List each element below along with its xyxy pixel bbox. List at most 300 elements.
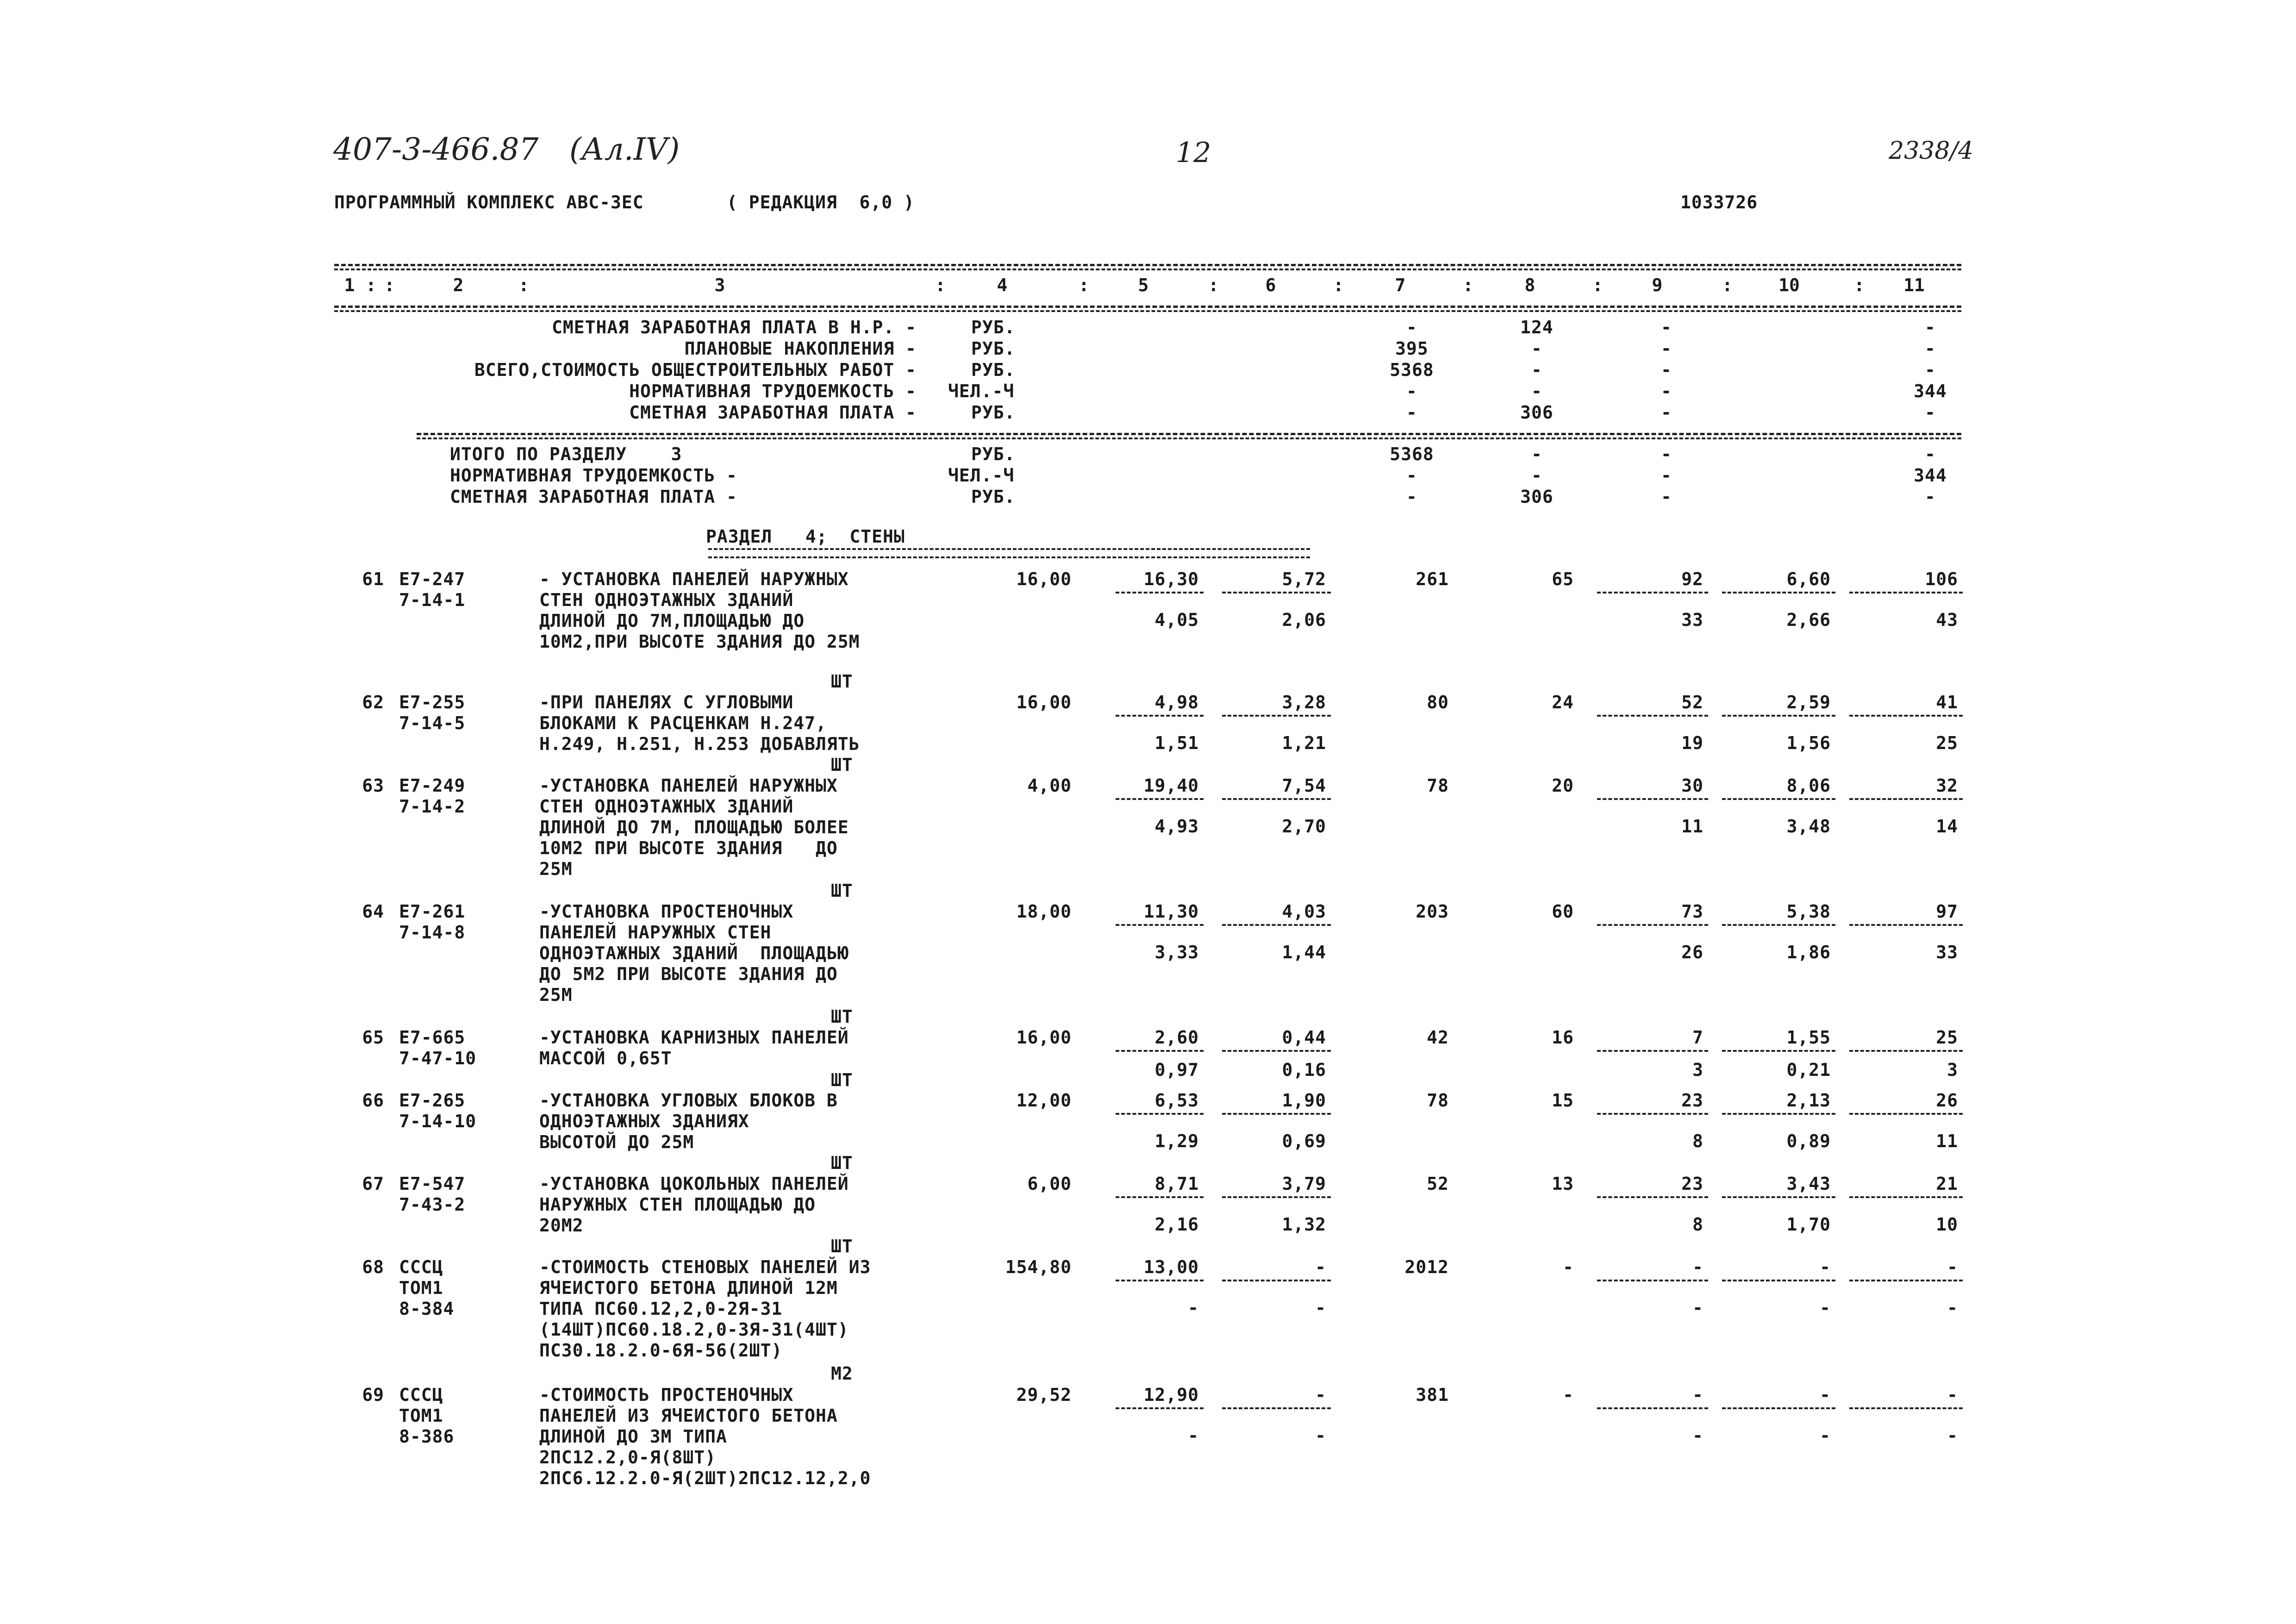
summary-col7: - [1406,402,1417,423]
item-value-c5b: 4,93 [1154,816,1199,837]
item-value-c11: 41 [1936,692,1958,712]
fraction-rule-col5 [1116,798,1204,800]
column-separator: : [1592,275,1603,295]
item-value-c10b: - [1820,1425,1831,1446]
column-separator: : [518,275,529,295]
item-description-line: -УСТАНОВКА ЦОКОЛЬНЫХ ПАНЕЛЕЙ [539,1174,849,1194]
fraction-rule-col11 [1849,1196,1963,1198]
item-unit: ШТ [831,671,853,692]
fraction-rule-col9 [1597,924,1708,926]
item-value-c6b: 1,44 [1282,942,1326,962]
item-code-2: 7-14-5 [399,713,466,733]
total-col7: - [1406,487,1417,507]
column-header-7: 7 [1395,275,1406,295]
fraction-rule-col6 [1222,1280,1331,1281]
total-col11: 344 [1914,465,1947,486]
item-value-c6b: 2,70 [1282,816,1326,837]
column-header-3: 3 [714,275,725,295]
fraction-rule-col5 [1116,1050,1204,1052]
fraction-rule-col5 [1116,1280,1204,1281]
item-value-c6: 7,54 [1282,775,1326,796]
item-description-line: ДЛИНОЙ ДО 7М, ПЛОЩАДЬЮ БОЛЕЕ [539,817,849,837]
summary-col7: 395 [1395,338,1429,359]
column-header-1: 1 [344,275,355,295]
item-code: Е7-547 [399,1174,466,1194]
item-number: 66 [362,1090,384,1111]
item-code: СССЦ [399,1385,443,1405]
fraction-rule-col11 [1849,592,1963,593]
item-value-c6b: - [1315,1298,1326,1318]
total-col8: - [1531,465,1542,486]
item-code: Е7-247 [399,569,466,589]
fraction-rule-col10 [1722,1280,1835,1281]
fraction-rule-col5 [1116,1407,1204,1409]
fraction-rule-col9 [1597,1196,1708,1198]
program-name: ПРОГРАММНЫЙ КОМПЛЕКС АВС-3ЕС [334,192,644,212]
item-value-qty: 12,00 [1016,1090,1072,1111]
item-value-c7: 78 [1427,775,1449,796]
item-number: 67 [362,1174,384,1194]
item-value-c11b: 11 [1936,1131,1958,1151]
item-value-c6: 3,79 [1282,1174,1326,1194]
item-description-line: 25М [539,859,573,879]
item-value-c11b: - [1947,1298,1958,1318]
item-value-c5: 16,30 [1143,569,1199,589]
item-value-qty: 16,00 [1016,692,1072,712]
item-value-c11b: 33 [1936,942,1958,962]
summary-divider-2 [417,437,1961,439]
item-description-line: -СТОИМОСТЬ ПРОСТЕНОЧНЫХ [539,1385,794,1405]
fraction-rule-col5 [1116,715,1204,717]
item-description-line: НАРУЖНЫХ СТЕН ПЛОЩАДЬЮ ДО [539,1194,816,1215]
item-value-c8: 24 [1552,692,1574,712]
summary-col11: - [1925,402,1936,423]
item-description-line: ПАНЕЛЕЙ ИЗ ЯЧЕИСТОГО БЕТОНА [539,1405,838,1426]
item-value-c7: 80 [1427,692,1449,712]
item-unit: М2 [831,1363,853,1384]
item-value-c11b: 43 [1936,610,1958,630]
item-value-c5b: 1,29 [1154,1131,1199,1151]
item-value-c11: 32 [1936,775,1958,796]
total-label: НОРМАТИВНАЯ ТРУДОЕМКОСТЬ - [450,465,737,486]
item-value-c9b: - [1692,1298,1703,1318]
fraction-rule-col10 [1722,1113,1835,1115]
item-value-qty: 29,52 [1016,1385,1072,1405]
item-value-c11b: 25 [1936,733,1958,753]
item-value-c11b: 10 [1936,1214,1958,1235]
item-value-c10: - [1820,1257,1831,1277]
fraction-rule-col10 [1722,798,1835,800]
item-description-line: СТЕН ОДНОЭТАЖНЫХ ЗДАНИЙ [539,590,794,610]
item-value-c11b: 14 [1936,816,1958,837]
fraction-rule-col6 [1222,1196,1331,1198]
item-value-c7: 2012 [1404,1257,1449,1277]
item-number: 63 [362,775,384,796]
summary-col8: 124 [1520,317,1554,337]
item-value-c8: 16 [1552,1027,1574,1048]
fraction-rule-col11 [1849,1280,1963,1281]
item-value-c9: 30 [1681,775,1703,796]
column-header-6: 6 [1265,275,1276,295]
summary-col7: - [1406,381,1417,401]
summary-label: СМЕТНАЯ ЗАРАБОТНАЯ ПЛАТА В Н.Р. - [552,317,917,337]
item-value-c11: 97 [1936,901,1958,922]
column-separator: : [1463,275,1473,295]
item-value-c8: - [1563,1385,1574,1405]
summary-col9: - [1661,402,1672,423]
item-value-c10b: 0,89 [1786,1131,1831,1151]
item-value-c6b: 2,06 [1282,610,1326,630]
item-code-2: ТОМ1 [399,1278,443,1298]
item-value-c11: - [1947,1257,1958,1277]
item-description-line: СТЕН ОДНОЭТАЖНЫХ ЗДАНИЙ [539,796,794,817]
item-value-c5b: 4,05 [1154,610,1199,630]
fraction-rule-col6 [1222,1113,1331,1115]
item-value-c7: 203 [1416,901,1449,922]
summary-unit: РУБ. [971,338,1016,359]
summary-col8: 306 [1520,402,1554,423]
item-value-c10b: 0,21 [1786,1060,1831,1080]
column-separator: : [366,275,376,295]
item-code: Е7-249 [399,775,466,796]
item-value-c10b: 2,66 [1786,610,1831,630]
summary-divider [417,433,1961,435]
fraction-rule-col10 [1722,924,1835,926]
item-value-c6: - [1315,1257,1326,1277]
sheet-ref: 2338/4 [1889,137,1973,165]
fraction-rule-col10 [1722,1407,1835,1409]
item-value-c11: 26 [1936,1090,1958,1111]
item-value-c5b: - [1188,1298,1199,1318]
item-value-c5b: - [1188,1425,1199,1446]
fraction-rule-col9 [1597,1113,1708,1115]
item-number: 69 [362,1385,384,1405]
summary-col11: - [1925,360,1936,380]
section-title-underline [708,548,1310,558]
item-value-c9: - [1692,1257,1703,1277]
summary-col9: - [1661,381,1672,401]
item-value-c10: 6,60 [1786,569,1831,589]
fraction-rule-col9 [1597,1280,1708,1281]
item-code: Е7-261 [399,901,466,922]
item-unit: ШТ [831,755,853,775]
fraction-rule-col6 [1222,798,1331,800]
item-value-qty: 16,00 [1016,569,1072,589]
item-value-c6b: 0,69 [1282,1131,1326,1151]
item-code-2: 7-43-2 [399,1194,466,1215]
item-number: 65 [362,1027,384,1048]
item-code: Е7-665 [399,1027,466,1048]
item-value-c8: 13 [1552,1174,1574,1194]
summary-col9: - [1661,317,1672,337]
item-value-c8: 65 [1552,569,1574,589]
item-value-c5: 4,98 [1154,692,1199,712]
doc-code: 407-3-466.87 [333,131,539,167]
total-unit: РУБ. [971,487,1016,507]
item-value-c6: 3,28 [1282,692,1326,712]
summary-col11: - [1925,338,1936,359]
summary-col7: - [1406,317,1417,337]
summary-col11: 344 [1914,381,1947,401]
item-value-c11: 25 [1936,1027,1958,1048]
summary-unit: ЧЕЛ.-Ч [948,381,1015,401]
summary-col7: 5368 [1390,360,1434,380]
column-header-9: 9 [1652,275,1663,295]
item-code-2: 7-14-10 [399,1111,477,1131]
item-value-c9b: 26 [1681,942,1703,962]
item-value-c5: 6,53 [1154,1090,1199,1111]
item-value-c9: 23 [1681,1174,1703,1194]
item-value-c9: 92 [1681,569,1703,589]
item-value-c6b: - [1315,1425,1326,1446]
item-description-line: 25М [539,985,573,1005]
item-value-c9: 52 [1681,692,1703,712]
column-separator: : [384,275,395,295]
item-value-c6b: 0,16 [1282,1060,1326,1080]
fraction-rule-col11 [1849,1113,1963,1115]
fraction-rule-col6 [1222,1050,1331,1052]
item-value-c9b: 3 [1692,1060,1703,1080]
column-separator: : [1854,275,1865,295]
item-unit: ШТ [831,1236,853,1256]
item-description-line: -УСТАНОВКА КАРНИЗНЫХ ПАНЕЛЕЙ [539,1027,849,1048]
summary-label: ВСЕГО,СТОИМОСТЬ ОБЩЕСТРОИТЕЛЬНЫХ РАБОТ - [474,360,917,380]
fraction-rule-col11 [1849,1050,1963,1052]
fraction-rule-col10 [1722,592,1835,593]
fraction-rule-col6 [1222,1407,1331,1409]
item-description-line: Н.249, Н.251, Н.253 ДОБАВЛЯТЬ [539,734,860,754]
item-value-c5b: 2,16 [1154,1214,1199,1235]
summary-unit: РУБ. [971,402,1016,423]
item-value-c9b: - [1692,1425,1703,1446]
total-unit: ЧЕЛ.-Ч [948,465,1015,486]
item-value-c10: 1,55 [1786,1027,1831,1048]
header-bottom-rule [334,306,1961,308]
item-value-c7: 261 [1416,569,1449,589]
item-number: 68 [362,1257,384,1277]
item-value-c6: 0,44 [1282,1027,1326,1048]
total-unit: РУБ. [971,444,1016,464]
item-unit: ШТ [831,1153,853,1173]
item-description-line: 10М2 ПРИ ВЫСОТЕ ЗДАНИЯ ДО [539,838,838,858]
item-description-line: 2ПС12.2,0-Я(8ШТ) [539,1447,717,1468]
column-separator: : [1722,275,1733,295]
fraction-rule-col11 [1849,715,1963,717]
table-top-rule [334,264,1961,266]
item-description-line: ДЛИНОЙ ДО 7М,ПЛОЩАДЬЮ ДО [539,611,805,631]
item-value-qty: 6,00 [1027,1174,1072,1194]
summary-unit: РУБ. [971,317,1016,337]
item-value-c11b: 3 [1947,1060,1958,1080]
fraction-rule-col5 [1116,924,1204,926]
item-value-c7: 381 [1416,1385,1449,1405]
item-value-c8: 20 [1552,775,1574,796]
item-value-c5: 12,90 [1143,1385,1199,1405]
item-value-c9: - [1692,1385,1703,1405]
item-value-c5: 19,40 [1143,775,1199,796]
item-value-c10: 5,38 [1786,901,1831,922]
item-value-c10: 8,06 [1786,775,1831,796]
item-description-line: (14ШТ)ПС60.18.2,0-3Я-31(4ШТ) [539,1319,849,1340]
summary-unit: РУБ. [971,360,1016,380]
total-col9: - [1661,487,1672,507]
item-value-c7: 52 [1427,1174,1449,1194]
item-value-c9b: 11 [1681,816,1703,837]
item-value-c6b: 1,32 [1282,1214,1326,1235]
total-label: ИТОГО ПО РАЗДЕЛУ 3 [450,444,682,464]
item-unit: ШТ [831,1006,853,1027]
table-top-rule-2 [334,269,1961,270]
item-code-2: 7-47-10 [399,1048,477,1068]
total-col9: - [1661,444,1672,464]
fraction-rule-col6 [1222,592,1331,593]
page-number: 12 [1176,137,1211,169]
column-header-11: 11 [1903,275,1925,295]
total-col8: - [1531,444,1542,464]
total-label: СМЕТНАЯ ЗАРАБОТНАЯ ПЛАТА - [450,487,737,507]
item-value-c9: 7 [1692,1027,1703,1048]
fraction-rule-col11 [1849,1407,1963,1409]
item-value-c8: 60 [1552,901,1574,922]
column-header-4: 4 [997,275,1008,295]
fraction-rule-col6 [1222,924,1331,926]
item-description-line: 2ПС6.12.2.0-Я(2ШТ)2ПС12.12,2,0 [539,1468,871,1488]
item-code-3: 8-384 [399,1299,455,1319]
album-number: (Ал.IV) [569,131,680,167]
fraction-rule-col9 [1597,1050,1708,1052]
fraction-rule-col5 [1116,1113,1204,1115]
item-description-line: БЛОКАМИ К РАСЦЕНКАМ Н.247, [539,713,827,733]
item-value-c8: 15 [1552,1090,1574,1111]
summary-col9: - [1661,338,1672,359]
item-value-c11: 106 [1925,569,1958,589]
total-col7: 5368 [1390,444,1434,464]
item-code: СССЦ [399,1257,443,1277]
item-number: 61 [362,569,384,589]
fraction-rule-col10 [1722,1196,1835,1198]
item-description-line: 10М2,ПРИ ВЫСОТЕ ЗДАНИЯ ДО 25М [539,631,860,652]
item-value-c10b: 1,70 [1786,1214,1831,1235]
item-value-c9b: 33 [1681,610,1703,630]
item-value-c10: 3,43 [1786,1174,1831,1194]
item-description-line: ПС30.18.2.0-6Я-56(2ШТ) [539,1340,783,1361]
summary-label: СМЕТНАЯ ЗАРАБОТНАЯ ПЛАТА - [629,402,917,423]
item-value-c9b: 8 [1692,1131,1703,1151]
fraction-rule-col5 [1116,1196,1204,1198]
item-unit: ШТ [831,1070,853,1090]
column-separator: : [1333,275,1344,295]
column-separator: : [1079,275,1089,295]
item-code: Е7-255 [399,692,466,712]
column-separator: : [1208,275,1219,295]
item-value-c11b: - [1947,1425,1958,1446]
item-value-c6: 4,03 [1282,901,1326,922]
item-value-c9b: 19 [1681,733,1703,753]
item-value-c10: - [1820,1385,1831,1405]
item-description-line: ТИПА ПС60.12,2,0-2Я-31 [539,1299,783,1319]
total-col7: - [1406,465,1417,486]
item-description-line: МАССОЙ 0,65Т [539,1048,672,1068]
item-value-c10b: 1,56 [1786,733,1831,753]
item-description-line: -СТОИМОСТЬ СТЕНОВЫХ ПАНЕЛЕЙ ИЗ [539,1257,871,1277]
fraction-rule-col10 [1722,715,1835,717]
item-value-c5b: 3,33 [1154,942,1199,962]
item-value-qty: 154,80 [1005,1257,1072,1277]
item-unit: ШТ [831,881,853,901]
item-code-2: 7-14-2 [399,796,466,817]
column-header-2: 2 [453,275,464,295]
summary-col8: - [1531,381,1542,401]
item-code-3: 8-386 [399,1426,455,1447]
fraction-rule-col9 [1597,592,1708,593]
item-value-c11: - [1947,1385,1958,1405]
item-description-line: ПАНЕЛЕЙ НАРУЖНЫХ СТЕН [539,922,772,943]
column-header-5: 5 [1138,275,1149,295]
item-value-c9: 23 [1681,1090,1703,1111]
column-header-10: 10 [1778,275,1800,295]
item-value-c7: 42 [1427,1027,1449,1048]
summary-label: НОРМАТИВНАЯ ТРУДОЕМКОСТЬ - [629,381,917,401]
item-value-c5b: 0,97 [1154,1060,1199,1080]
fraction-rule-col6 [1222,715,1331,717]
item-number: 64 [362,901,384,922]
item-description-line: ОДНОЭТАЖНЫХ ЗДАНИЯХ [539,1111,749,1131]
item-description-line: -УСТАНОВКА УГЛОВЫХ БЛОКОВ В [539,1090,838,1111]
item-value-c10b: 1,86 [1786,942,1831,962]
total-col8: 306 [1520,487,1554,507]
item-value-c10b: - [1820,1298,1831,1318]
item-value-c5: 11,30 [1143,901,1199,922]
item-value-c6: - [1315,1385,1326,1405]
item-value-c10b: 3,48 [1786,816,1831,837]
total-col11: - [1925,444,1936,464]
item-description-line: ВЫСОТОЙ ДО 25М [539,1132,694,1152]
header-bottom-rule-2 [334,310,1961,312]
item-value-c10: 2,13 [1786,1090,1831,1111]
item-value-c10: 2,59 [1786,692,1831,712]
column-separator: : [935,275,946,295]
fraction-rule-col11 [1849,924,1963,926]
item-description-line: -УСТАНОВКА ПРОСТЕНОЧНЫХ [539,901,794,922]
fraction-rule-col9 [1597,1407,1708,1409]
summary-col8: - [1531,338,1542,359]
fraction-rule-col10 [1722,1050,1835,1052]
item-value-c5: 8,71 [1154,1174,1199,1194]
item-value-c8: - [1563,1257,1574,1277]
item-code: Е7-265 [399,1090,466,1111]
item-description-line: ОДНОЭТАЖНЫХ ЗДАНИЙ ПЛОЩАДЬЮ [539,943,849,963]
item-description-line: -УСТАНОВКА ПАНЕЛЕЙ НАРУЖНЫХ [539,775,838,796]
fraction-rule-col5 [1116,592,1204,593]
item-value-c9: 73 [1681,901,1703,922]
item-value-qty: 16,00 [1016,1027,1072,1048]
item-value-c5b: 1,51 [1154,733,1199,753]
item-code-2: 7-14-1 [399,590,466,610]
item-value-c11: 21 [1936,1174,1958,1194]
section-title: РАЗДЕЛ 4; СТЕНЫ [706,526,905,547]
item-description-line: 20М2 [539,1215,584,1236]
item-value-c5: 13,00 [1143,1257,1199,1277]
item-description-line: ЯЧЕИСТОГО БЕТОНА ДЛИНОЙ 12М [539,1278,838,1298]
summary-label: ПЛАНОВЫЕ НАКОПЛЕНИЯ - [684,338,917,359]
total-col11: - [1925,487,1936,507]
item-value-qty: 4,00 [1027,775,1072,796]
item-value-c7: 78 [1427,1090,1449,1111]
doc-number: 1033726 [1680,192,1758,212]
item-description-line: ДО 5М2 ПРИ ВЫСОТЕ ЗДАНИЯ ДО [539,964,838,984]
fraction-rule-col11 [1849,798,1963,800]
item-value-c6: 5,72 [1282,569,1326,589]
